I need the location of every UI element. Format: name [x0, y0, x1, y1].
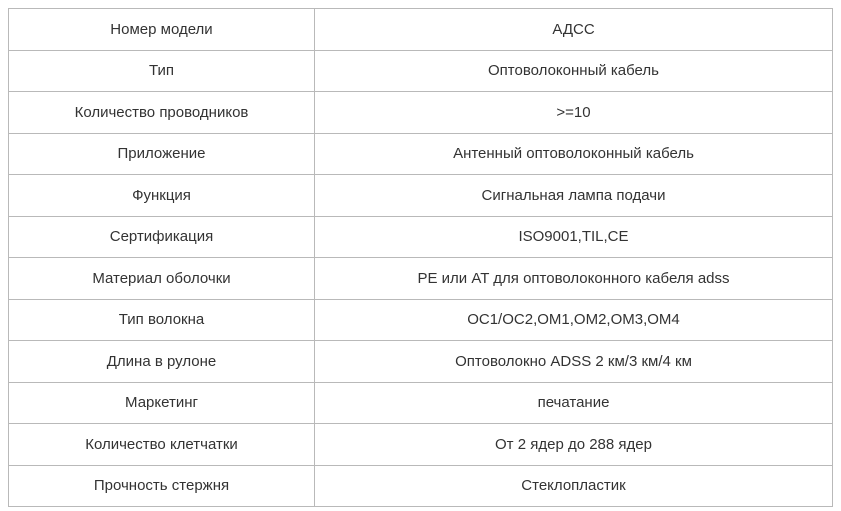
row-value: Сигнальная лампа подачи	[315, 175, 833, 217]
spec-table	[8, 8, 833, 507]
row-value: АДСС	[315, 9, 833, 51]
row-label: Прочность стержня	[9, 465, 315, 507]
row-label: Количество проводников	[9, 92, 315, 134]
table-row	[9, 133, 833, 175]
row-value: Антенный оптоволоконный кабель	[315, 133, 833, 175]
row-label: Приложение	[9, 133, 315, 175]
row-value: Стеклопластик	[315, 465, 833, 507]
table-row	[9, 50, 833, 92]
row-label: Сертификация	[9, 216, 315, 258]
row-value: PE или AT для оптоволоконного кабеля adss	[315, 258, 833, 300]
row-label: Длина в рулоне	[9, 341, 315, 383]
table-row	[9, 216, 833, 258]
table-row	[9, 382, 833, 424]
row-value: Оптоволокно ADSS 2 км/3 км/4 км	[315, 341, 833, 383]
table-row	[9, 258, 833, 300]
row-label: Тип волокна	[9, 299, 315, 341]
table-row	[9, 299, 833, 341]
row-label: Маркетинг	[9, 382, 315, 424]
row-value: OC1/OC2,OM1,OM2,OM3,OM4	[315, 299, 833, 341]
row-value: >=10	[315, 92, 833, 134]
row-label: Тип	[9, 50, 315, 92]
table-row	[9, 424, 833, 466]
row-label: Номер модели	[9, 9, 315, 51]
row-value: Оптоволоконный кабель	[315, 50, 833, 92]
row-value: От 2 ядер до 288 ядер	[315, 424, 833, 466]
table-row	[9, 175, 833, 217]
table-row	[9, 465, 833, 507]
row-label: Количество клетчатки	[9, 424, 315, 466]
row-label: Материал оболочки	[9, 258, 315, 300]
table-row	[9, 9, 833, 51]
row-value: ISO9001,TIL,CE	[315, 216, 833, 258]
table-row	[9, 92, 833, 134]
row-value: печатание	[315, 382, 833, 424]
table-row	[9, 341, 833, 383]
row-label: Функция	[9, 175, 315, 217]
